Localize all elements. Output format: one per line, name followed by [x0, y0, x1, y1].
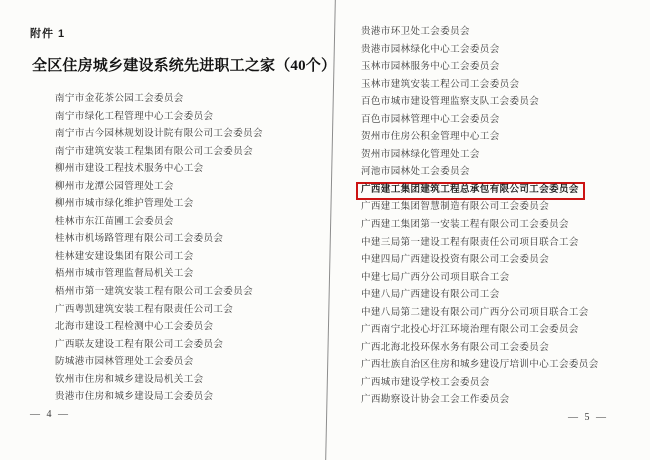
page-number-5: — 5 —: [568, 412, 608, 423]
list-item: 广西勘察设计协会工会工作委员会: [361, 395, 510, 406]
list-item: 中建七局广西分公司项目联合工会: [361, 272, 510, 283]
list-item: 中建八局广西建设有限公司工会: [361, 290, 500, 301]
list-item: 梧州市第一建筑安装工程有限公司工会委员会: [55, 287, 254, 298]
list-item: 南宁市金花茶公园工会委员会: [55, 94, 184, 104]
attachment-label: 附件 1: [30, 28, 66, 40]
list-item: 柳州市城市绿化维护管理处工会: [55, 199, 194, 210]
list-item: 广西壮族自治区住房和城乡建设厅培训中心工会委员会: [361, 360, 599, 371]
list-item: 贺州市住房公积金管理中心工会: [361, 132, 500, 143]
page-number-4: — 4 —: [30, 409, 70, 420]
list-item: 桂林市东江苗圃工会委员会: [55, 216, 174, 227]
list-item: 玉林市建筑安装工程公司工会委员会: [361, 79, 520, 90]
union-list-page4: [55, 91, 320, 407]
list-item: 广西联友建设工程有限公司工会委员会: [55, 339, 224, 350]
list-item: 贵港市园林绿化中心工会委员会: [361, 44, 500, 55]
list-item: 河池市园林处工会委员会: [361, 167, 470, 178]
list-item: 柳州市龙潭公园管理处工会: [55, 181, 174, 192]
list-item: 梧州市城市管理监督局机关工会: [55, 269, 194, 280]
list-item: 南宁市绿化工程管理中心工会委员会: [55, 111, 214, 122]
list-item: 南宁市古今园林规划设计院有限公司工会委员会: [55, 129, 263, 140]
list-item: 桂林市机场路管理有限公司工会委员会: [55, 234, 224, 245]
highlight-box: 广西建工集团建筑工程总承包有限公司工会委员会: [356, 182, 585, 200]
list-item: 贵港市住房和城乡建设局工会委员会: [55, 392, 214, 403]
list-item: 防城港市园林管理处工会委员会: [55, 357, 194, 368]
list-item: 柳州市建设工程技术服务中心工会: [55, 164, 204, 175]
list-item: 钦州市住房和城乡建设局机关工会: [55, 374, 204, 385]
list-item: 玉林市园林服务中心工会委员会: [361, 62, 500, 73]
document-title: 全区住房城乡建设系统先进职工之家（40个）: [32, 58, 337, 74]
list-item: 贺州市园林绿化管理处工会: [361, 149, 480, 160]
list-item: 中建八局第二建设有限公司广西分公司项目联合工会: [361, 307, 589, 318]
list-item: 广西城市建设学校工会委员会: [361, 377, 490, 388]
list-item: 南宁市建筑安装工程集团有限公司工会委员会: [55, 146, 254, 157]
list-item: 中建四局广西建设投资有限公司工会委员会: [361, 255, 550, 266]
list-item: 广西建工集团智慧制造有限公司工会委员会: [361, 202, 550, 213]
list-item: 百色市城市建设管理监察支队工会委员会: [361, 97, 540, 108]
list-item: 广西建工集团第一安装工程有限公司工会委员会: [361, 220, 569, 231]
list-item: 贵港市环卫处工会委员会: [361, 27, 470, 37]
list-item: 中建三局第一建设工程有限责任公司项目联合工会: [361, 237, 579, 248]
list-item-highlighted: [361, 182, 646, 200]
list-item: 桂林建安建设集团有限公司工会: [55, 251, 194, 262]
list-item: 百色市园林管理中心工会委员会: [361, 114, 500, 125]
list-item: 北海市建设工程检测中心工会委员会: [55, 322, 214, 333]
list-item: 广西北海北投环保水务有限公司工会委员会: [361, 342, 550, 353]
list-item: 广西粤凯建筑安装工程有限责任公司工会: [55, 304, 234, 315]
list-item: 广西南宁北投心圩江环境治理有限公司工会委员会: [361, 325, 579, 336]
union-list-page5: [361, 24, 646, 410]
